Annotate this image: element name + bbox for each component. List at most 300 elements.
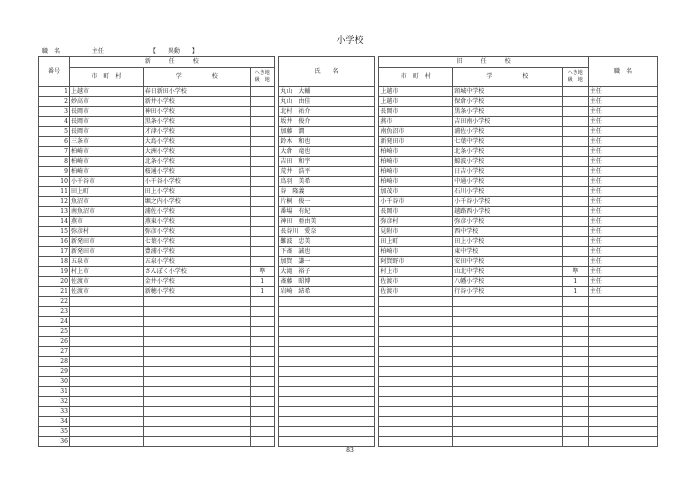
cell-or [562, 437, 588, 447]
cell-os [453, 327, 563, 337]
cell-os [453, 357, 563, 367]
cell-nr [250, 407, 274, 417]
cell-post: 主任 [588, 277, 657, 287]
cell-oc [379, 337, 453, 347]
cell-os: 黒条小学校 [453, 107, 563, 117]
cell-name: 下斎 誠也 [279, 247, 374, 257]
cell-name: 難波 忠美 [279, 237, 374, 247]
cell-nr [250, 347, 274, 357]
cell-n: 33 [39, 407, 70, 417]
cell-nc: 妙高市 [69, 97, 143, 107]
cell-name: 番場 有紀 [279, 207, 374, 217]
cell-ns [143, 337, 250, 347]
cell-nr [250, 317, 274, 327]
header-number: 番号 [39, 57, 70, 87]
cell-oc [379, 307, 453, 317]
cell-n: 21 [39, 287, 70, 297]
cell-oc: 上越市 [379, 87, 453, 97]
cell-nr [250, 87, 274, 97]
cell-name: 荒井 浩平 [279, 167, 374, 177]
cell-ns: 北条小学校 [143, 157, 250, 167]
cell-name: 吉田 和宇 [279, 157, 374, 167]
cell-or [562, 337, 588, 347]
cell-nr [250, 117, 274, 127]
cell-oc [379, 367, 453, 377]
cell-n: 15 [39, 227, 70, 237]
job-label: 職 名 [42, 48, 61, 55]
cell-or [562, 117, 588, 127]
cell-post: 主任 [588, 237, 657, 247]
cell-nr [250, 307, 274, 317]
cell-name: 長谷川 愛奈 [279, 227, 374, 237]
cell-nr [250, 187, 274, 197]
cell-nc: 三条市 [69, 137, 143, 147]
cell-or [562, 147, 588, 157]
cell-post [588, 397, 657, 407]
cell-ns: 豊浦小学校 [143, 247, 250, 257]
cell-name [279, 307, 374, 317]
cell-post [588, 367, 657, 377]
cell-os [453, 437, 563, 447]
cell-ns: 新穂小学校 [143, 287, 250, 297]
cell-ns: 黒条小学校 [143, 117, 250, 127]
cell-nr [250, 417, 274, 427]
cell-n: 7 [39, 147, 70, 157]
cell-nr [250, 147, 274, 157]
cell-or [562, 347, 588, 357]
cell-or [562, 317, 588, 327]
table-row [39, 137, 658, 147]
cell-ns [143, 307, 250, 317]
header-old-school: 学 校 [453, 68, 563, 87]
cell-nc [69, 377, 143, 387]
cell-post: 主任 [588, 107, 657, 117]
cell-nc [69, 347, 143, 357]
table-row [39, 127, 658, 137]
cell-post [588, 407, 657, 417]
cell-os: 頸城中学校 [453, 87, 563, 97]
cell-oc [379, 347, 453, 357]
cell-or [562, 297, 588, 307]
cell-or [562, 227, 588, 237]
cell-or [562, 387, 588, 397]
table-row [39, 147, 658, 157]
page-number: 83 [346, 447, 354, 454]
cell-oc [379, 417, 453, 427]
cell-oc: 村上市 [379, 267, 453, 277]
cell-nc: 田上町 [69, 187, 143, 197]
cell-n: 12 [39, 197, 70, 207]
cell-nc [69, 407, 143, 417]
page-title: 小学校 [336, 36, 364, 46]
table-row [39, 407, 658, 417]
cell-nc: 弥彦村 [69, 227, 143, 237]
cell-post: 主任 [588, 247, 657, 257]
cell-ns [143, 377, 250, 387]
cell-os: 吉田南小学校 [453, 117, 563, 127]
cell-or: 準 [562, 267, 588, 277]
cell-oc: 上越市 [379, 97, 453, 107]
cell-post: 主任 [588, 157, 657, 167]
table-row [39, 117, 658, 127]
cell-os: 山北中学校 [453, 267, 563, 277]
cell-n: 29 [39, 367, 70, 377]
header-old-school-group: 旧 任 校 [379, 57, 589, 68]
cell-os: 石川小学校 [453, 187, 563, 197]
cell-name: 坂井 俊介 [279, 117, 374, 127]
cell-ns: 神田小学校 [143, 107, 250, 117]
cell-n: 32 [39, 397, 70, 407]
cell-name: 大倉 竜也 [279, 147, 374, 157]
cell-nc: 柏崎市 [69, 157, 143, 167]
cell-n: 35 [39, 427, 70, 437]
table-row [39, 317, 658, 327]
cell-nc [69, 397, 143, 407]
cell-oc: 柏崎市 [379, 157, 453, 167]
cell-nc [69, 427, 143, 437]
cell-os: 小千谷小学校 [453, 197, 563, 207]
cell-post: 主任 [588, 177, 657, 187]
cell-post [588, 317, 657, 327]
cell-or [562, 217, 588, 227]
cell-n: 23 [39, 307, 70, 317]
cell-n: 6 [39, 137, 70, 147]
cell-os [453, 297, 563, 307]
cell-ns [143, 297, 250, 307]
table-row [39, 107, 658, 117]
cell-post [588, 437, 657, 447]
cell-post: 主任 [588, 87, 657, 97]
cell-post: 主任 [588, 287, 657, 297]
table-row [39, 287, 658, 297]
cell-nc: 長岡市 [69, 107, 143, 117]
header-new-school: 学 校 [143, 68, 250, 87]
cell-nr [250, 427, 274, 437]
cell-name [279, 347, 374, 357]
cell-name: 斎藤 昭博 [279, 277, 374, 287]
cell-name: 岩崎 結希 [279, 287, 374, 297]
cell-or [562, 107, 588, 117]
table-row [39, 267, 658, 277]
cell-ns: 桜通小学校 [143, 167, 250, 177]
cell-ns: 大洲小学校 [143, 147, 250, 157]
cell-os [453, 347, 563, 357]
table-header-group-row [39, 57, 658, 68]
cell-n: 14 [39, 217, 70, 227]
cell-nr [250, 107, 274, 117]
cell-nc: 燕市 [69, 217, 143, 227]
cell-nr [250, 297, 274, 307]
table-row [39, 337, 658, 347]
cell-nr [250, 377, 274, 387]
cell-ns: 弥彦小学校 [143, 227, 250, 237]
cell-os [453, 387, 563, 397]
header-new-remote: へき地 級 地 [250, 68, 274, 87]
cell-nc: 新発田市 [69, 237, 143, 247]
cell-name: 加藤 潤 [279, 127, 374, 137]
cell-nc: 魚沼市 [69, 197, 143, 207]
cell-nr [250, 217, 274, 227]
cell-nc [69, 337, 143, 347]
table-row [39, 247, 658, 257]
cell-nr [250, 157, 274, 167]
cell-os: 保倉小学校 [453, 97, 563, 107]
cell-os: 東中学校 [453, 247, 563, 257]
cell-nr [250, 437, 274, 447]
cell-nc: 長岡市 [69, 117, 143, 127]
cell-ns [143, 427, 250, 437]
cell-post: 主任 [588, 197, 657, 207]
cell-nr [250, 97, 274, 107]
cell-ns: 大島小学校 [143, 137, 250, 147]
cell-post: 主任 [588, 137, 657, 147]
cell-n: 34 [39, 417, 70, 427]
cell-os: 八幡小学校 [453, 277, 563, 287]
cell-ns [143, 327, 250, 337]
cell-ns: 金井小学校 [143, 277, 250, 287]
cell-ns [143, 387, 250, 397]
cell-post [588, 307, 657, 317]
cell-ns: さんぽく小学校 [143, 267, 250, 277]
cell-post [588, 347, 657, 357]
cell-n: 30 [39, 377, 70, 387]
table-row [39, 207, 658, 217]
cell-name: 丸山 由佳 [279, 97, 374, 107]
cell-oc [379, 317, 453, 327]
cell-ns [143, 407, 250, 417]
cell-oc [379, 297, 453, 307]
header-name: 氏 名 [279, 57, 374, 87]
cell-os [453, 427, 563, 437]
cell-or [562, 327, 588, 337]
cell-nr [250, 357, 274, 367]
cell-nr [250, 237, 274, 247]
cell-nr: 1 [250, 277, 274, 287]
table-row [39, 437, 658, 447]
cell-nr: 1 [250, 287, 274, 297]
cell-name [279, 367, 374, 377]
table-row [39, 277, 658, 287]
cell-n: 16 [39, 237, 70, 247]
cell-or [562, 87, 588, 97]
cell-or [562, 427, 588, 437]
cell-name [279, 397, 374, 407]
cell-or [562, 417, 588, 427]
cell-or [562, 177, 588, 187]
cell-oc: 阿賀野市 [379, 257, 453, 267]
cell-or [562, 157, 588, 167]
cell-n: 22 [39, 297, 70, 307]
cell-name: 神田 亜由美 [279, 217, 374, 227]
cell-n: 11 [39, 187, 70, 197]
cell-ns: 新井小学校 [143, 97, 250, 107]
cell-post: 主任 [588, 217, 657, 227]
cell-ns [143, 417, 250, 427]
table-row [39, 307, 658, 317]
cell-nr [250, 247, 274, 257]
cell-os [453, 397, 563, 407]
cell-name [279, 297, 374, 307]
cell-ns: 七葉小学校 [143, 237, 250, 247]
cell-or [562, 127, 588, 137]
cell-oc: 柏崎市 [379, 167, 453, 177]
cell-n: 9 [39, 167, 70, 177]
cell-or [562, 307, 588, 317]
cell-oc: 弥彦村 [379, 217, 453, 227]
cell-name [279, 427, 374, 437]
table-row [39, 97, 658, 107]
cell-or [562, 367, 588, 377]
cell-nc: 南魚沼市 [69, 207, 143, 217]
cell-ns: 燕東小学校 [143, 217, 250, 227]
cell-nc [69, 317, 143, 327]
cell-name [279, 417, 374, 427]
table-row [39, 357, 658, 367]
table-row [39, 427, 658, 437]
cell-n: 4 [39, 117, 70, 127]
cell-nc: 佐渡市 [69, 277, 143, 287]
cell-os: 鯨波小学校 [453, 157, 563, 167]
cell-nr [250, 367, 274, 377]
cell-n: 17 [39, 247, 70, 257]
cell-name: 北村 祐介 [279, 107, 374, 117]
cell-or [562, 377, 588, 387]
table-row [39, 377, 658, 387]
cell-nc: 上越市 [69, 87, 143, 97]
cell-name [279, 407, 374, 417]
cell-ns [143, 347, 250, 357]
cell-nc [69, 307, 143, 317]
cell-oc: 長岡市 [379, 107, 453, 117]
cell-post: 主任 [588, 167, 657, 177]
cell-nc: 柏崎市 [69, 147, 143, 157]
cell-name [279, 327, 374, 337]
cell-nr [250, 257, 274, 267]
cell-or [562, 97, 588, 107]
cell-nr [250, 337, 274, 347]
cell-nc [69, 387, 143, 397]
cell-post: 主任 [588, 227, 657, 237]
cell-post [588, 417, 657, 427]
cell-nc [69, 327, 143, 337]
cell-nc [69, 357, 143, 367]
cell-n: 1 [39, 87, 70, 97]
cell-ns [143, 317, 250, 327]
cell-n: 36 [39, 437, 70, 447]
cell-oc: 柏崎市 [379, 247, 453, 257]
cell-ns [143, 367, 250, 377]
cell-n: 10 [39, 177, 70, 187]
cell-os: 日吉小学校 [453, 167, 563, 177]
cell-n: 19 [39, 267, 70, 277]
cell-name [279, 357, 374, 367]
cell-ns: 五泉小学校 [143, 257, 250, 267]
cell-nr [250, 127, 274, 137]
cell-post: 主任 [588, 97, 657, 107]
cell-os [453, 407, 563, 417]
cell-oc [379, 437, 453, 447]
table-row [39, 157, 658, 167]
cell-or [562, 247, 588, 257]
cell-ns: 田上小学校 [143, 187, 250, 197]
table-row [39, 297, 658, 307]
cell-name: 鳥羽 美希 [279, 177, 374, 187]
table-row [39, 257, 658, 267]
cell-or [562, 207, 588, 217]
cell-nr [250, 227, 274, 237]
cell-name [279, 377, 374, 387]
cell-oc: 長岡市 [379, 207, 453, 217]
table-row [39, 397, 658, 407]
cell-nc [69, 297, 143, 307]
cell-os [453, 337, 563, 347]
cell-or [562, 397, 588, 407]
cell-post [588, 387, 657, 397]
cell-oc [379, 377, 453, 387]
cell-oc: 見附市 [379, 227, 453, 237]
cell-nc: 五泉市 [69, 257, 143, 267]
header-post: 職 名 [588, 57, 657, 87]
cell-post: 主任 [588, 187, 657, 197]
personnel-table [38, 56, 658, 447]
cell-oc: 燕市 [379, 117, 453, 127]
job-position: 主任 [91, 48, 104, 55]
cell-os [453, 317, 563, 327]
cell-n: 8 [39, 157, 70, 167]
cell-post: 主任 [588, 207, 657, 217]
cell-ns [143, 397, 250, 407]
cell-oc: 柏崎市 [379, 177, 453, 187]
cell-nr [250, 327, 274, 337]
cell-nc: 長岡市 [69, 127, 143, 137]
header-new-city: 市 町 村 [69, 68, 143, 87]
table-row [39, 227, 658, 237]
cell-oc: 加茂市 [379, 187, 453, 197]
cell-or [562, 357, 588, 367]
cell-os: 行谷小学校 [453, 287, 563, 297]
cell-n: 3 [39, 107, 70, 117]
cell-ns: 浦佐小学校 [143, 207, 250, 217]
cell-post: 主任 [588, 127, 657, 137]
cell-ns: 堀之内小学校 [143, 197, 250, 207]
cell-os: 越路西小学校 [453, 207, 563, 217]
cell-nr [250, 387, 274, 397]
cell-or [562, 137, 588, 147]
cell-nr: 準 [250, 267, 274, 277]
cell-oc [379, 357, 453, 367]
cell-oc: 田上町 [379, 237, 453, 247]
cell-os: 北条小学校 [453, 147, 563, 157]
cell-os: 田上小学校 [453, 237, 563, 247]
cell-os: 安田中学校 [453, 257, 563, 267]
cell-oc: 南魚沼市 [379, 127, 453, 137]
table-row [39, 167, 658, 177]
cell-oc [379, 407, 453, 417]
cell-n: 27 [39, 347, 70, 357]
cell-oc: 佐渡市 [379, 287, 453, 297]
cell-name: 谷 隆義 [279, 187, 374, 197]
cell-oc: 佐渡市 [379, 277, 453, 287]
cell-name [279, 437, 374, 447]
cell-n: 18 [39, 257, 70, 267]
cell-n: 20 [39, 277, 70, 287]
cell-n: 5 [39, 127, 70, 137]
cell-oc [379, 327, 453, 337]
cell-post: 主任 [588, 117, 657, 127]
header-old-city: 市 町 村 [379, 68, 453, 87]
cell-os [453, 367, 563, 377]
cell-name [279, 387, 374, 397]
